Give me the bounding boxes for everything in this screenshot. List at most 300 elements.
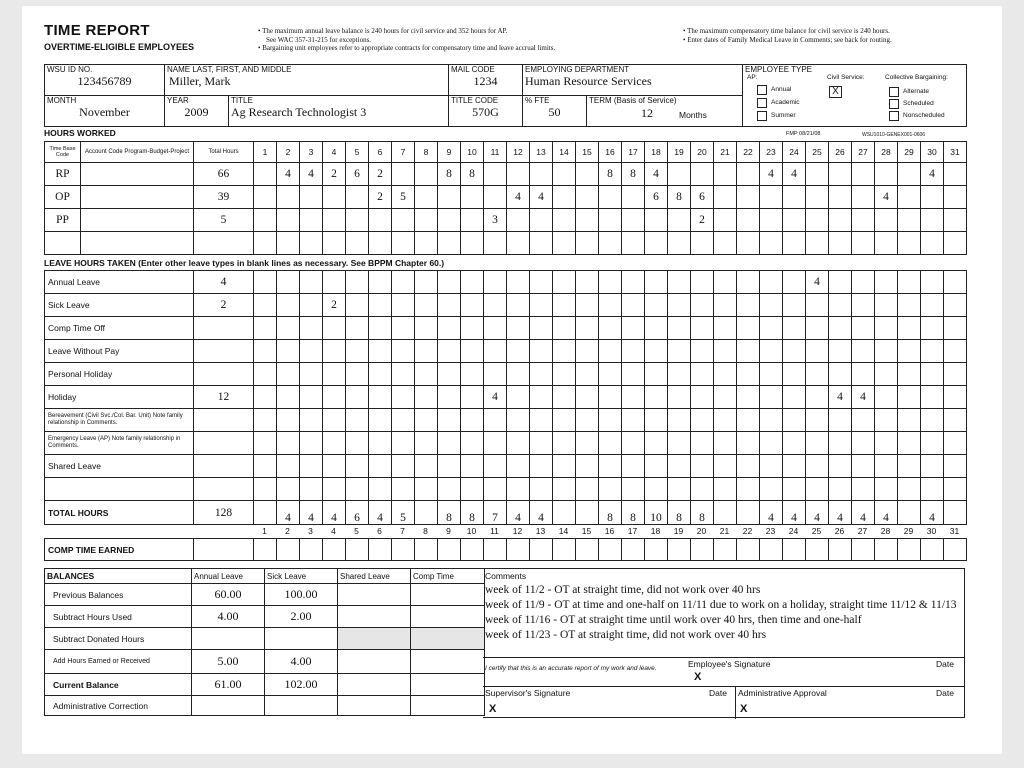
day-cell[interactable]	[300, 363, 323, 386]
day-cell[interactable]	[461, 232, 484, 255]
day-cell[interactable]	[300, 209, 323, 232]
day-cell[interactable]	[369, 409, 392, 432]
day-cell[interactable]	[622, 294, 645, 317]
row-total[interactable]: 66	[194, 163, 254, 186]
day-cell[interactable]	[576, 232, 599, 255]
day-cell[interactable]	[369, 209, 392, 232]
day-cell[interactable]	[829, 478, 852, 501]
day-cell[interactable]	[392, 363, 415, 386]
day-cell[interactable]	[369, 232, 392, 255]
time-base-code[interactable]: OP	[45, 186, 81, 209]
day-cell[interactable]	[645, 539, 668, 561]
day-cell[interactable]	[415, 232, 438, 255]
day-cell[interactable]	[323, 432, 346, 455]
day-cell[interactable]	[392, 432, 415, 455]
day-cell[interactable]	[714, 386, 737, 409]
day-cell[interactable]: 4	[530, 186, 553, 209]
day-cell[interactable]	[783, 186, 806, 209]
day-cell[interactable]	[714, 163, 737, 186]
day-total-cell[interactable]	[576, 501, 599, 525]
day-cell[interactable]	[645, 317, 668, 340]
day-cell[interactable]	[875, 409, 898, 432]
day-cell[interactable]	[254, 294, 277, 317]
day-total-cell[interactable]	[898, 501, 921, 525]
day-cell[interactable]	[806, 478, 829, 501]
day-cell[interactable]	[254, 478, 277, 501]
day-cell[interactable]	[530, 409, 553, 432]
day-cell[interactable]	[783, 363, 806, 386]
day-cell[interactable]	[852, 271, 875, 294]
day-cell[interactable]	[714, 432, 737, 455]
day-cell[interactable]: 2	[323, 163, 346, 186]
day-cell[interactable]	[806, 317, 829, 340]
leave-total[interactable]: 4	[194, 271, 254, 294]
day-cell[interactable]	[852, 363, 875, 386]
day-cell[interactable]	[691, 386, 714, 409]
day-cell[interactable]: 5	[392, 186, 415, 209]
day-cell[interactable]	[852, 340, 875, 363]
day-total-cell[interactable]: 5	[392, 501, 415, 525]
day-cell[interactable]	[300, 317, 323, 340]
day-cell[interactable]	[691, 163, 714, 186]
day-total-cell[interactable]: 8	[599, 501, 622, 525]
day-cell[interactable]	[576, 163, 599, 186]
day-cell[interactable]	[668, 163, 691, 186]
day-cell[interactable]	[829, 539, 852, 561]
day-cell[interactable]	[714, 478, 737, 501]
day-cell[interactable]	[599, 317, 622, 340]
day-cell[interactable]	[668, 363, 691, 386]
day-cell[interactable]	[760, 209, 783, 232]
day-cell[interactable]	[599, 209, 622, 232]
day-cell[interactable]: 4	[875, 186, 898, 209]
day-cell[interactable]	[599, 386, 622, 409]
day-cell[interactable]	[530, 478, 553, 501]
day-cell[interactable]	[484, 294, 507, 317]
day-cell[interactable]	[323, 455, 346, 478]
day-cell[interactable]	[346, 409, 369, 432]
day-cell[interactable]	[668, 317, 691, 340]
day-cell[interactable]	[438, 317, 461, 340]
day-cell[interactable]	[484, 163, 507, 186]
day-cell[interactable]	[599, 186, 622, 209]
day-cell[interactable]	[346, 271, 369, 294]
day-cell[interactable]	[829, 186, 852, 209]
day-cell[interactable]	[277, 340, 300, 363]
account-code[interactable]	[81, 163, 194, 186]
employee-signature-field[interactable]: X	[694, 671, 702, 683]
day-cell[interactable]	[714, 209, 737, 232]
day-cell[interactable]: 6	[645, 186, 668, 209]
day-cell[interactable]	[829, 340, 852, 363]
day-cell[interactable]	[323, 340, 346, 363]
day-cell[interactable]	[576, 455, 599, 478]
day-cell[interactable]	[944, 209, 967, 232]
day-cell[interactable]	[254, 340, 277, 363]
day-cell[interactable]	[875, 232, 898, 255]
day-cell[interactable]	[553, 432, 576, 455]
day-cell[interactable]	[484, 478, 507, 501]
day-cell[interactable]: 6	[691, 186, 714, 209]
day-cell[interactable]	[484, 455, 507, 478]
row-total[interactable]: 5	[194, 209, 254, 232]
day-cell[interactable]	[553, 317, 576, 340]
day-cell[interactable]	[599, 294, 622, 317]
day-cell[interactable]	[599, 409, 622, 432]
fte-value[interactable]: 50	[548, 105, 561, 119]
day-cell[interactable]	[668, 432, 691, 455]
day-cell[interactable]	[645, 363, 668, 386]
day-cell[interactable]	[507, 163, 530, 186]
day-cell[interactable]	[898, 317, 921, 340]
comments-text[interactable]: week of 11/2 - OT at straight time, did not work over 40 hrs week of 11/9 - OT at time and one-half on 11/11 due to work on a holiday, straight time 11/12 & 11/13 week of 11/16 - OT at straight time until work over 40 hrs, then time and one-half week of 11/23 - OT at straight time, did not work over 40 hrs	[485, 584, 957, 641]
day-cell[interactable]	[507, 294, 530, 317]
leave-total[interactable]	[194, 317, 254, 340]
day-cell[interactable]: 4	[783, 163, 806, 186]
day-total-cell[interactable]: 4	[921, 501, 944, 525]
day-cell[interactable]: 4	[806, 271, 829, 294]
day-cell[interactable]	[346, 340, 369, 363]
day-cell[interactable]	[806, 432, 829, 455]
day-total-cell[interactable]	[714, 501, 737, 525]
day-cell[interactable]	[461, 478, 484, 501]
day-total-cell[interactable]: 4	[829, 501, 852, 525]
day-cell[interactable]	[507, 539, 530, 561]
day-cell[interactable]	[530, 317, 553, 340]
leave-total[interactable]: 12	[194, 386, 254, 409]
day-cell[interactable]	[852, 232, 875, 255]
day-cell[interactable]	[461, 432, 484, 455]
day-cell[interactable]	[576, 409, 599, 432]
day-cell[interactable]	[553, 186, 576, 209]
day-cell[interactable]	[438, 232, 461, 255]
day-cell[interactable]	[714, 363, 737, 386]
day-cell[interactable]	[553, 363, 576, 386]
day-cell[interactable]	[783, 340, 806, 363]
day-cell[interactable]: 4	[852, 386, 875, 409]
day-cell[interactable]	[829, 409, 852, 432]
day-cell[interactable]	[254, 317, 277, 340]
day-cell[interactable]	[668, 209, 691, 232]
leave-total[interactable]	[194, 455, 254, 478]
day-cell[interactable]: 4	[300, 163, 323, 186]
day-cell[interactable]	[760, 294, 783, 317]
day-total-cell[interactable]	[737, 501, 760, 525]
day-cell[interactable]	[300, 340, 323, 363]
day-cell[interactable]: 8	[622, 163, 645, 186]
day-cell[interactable]	[875, 294, 898, 317]
day-total-cell[interactable]: 8	[668, 501, 691, 525]
day-cell[interactable]	[530, 363, 553, 386]
day-cell[interactable]	[484, 409, 507, 432]
day-cell[interactable]	[553, 455, 576, 478]
day-cell[interactable]	[921, 186, 944, 209]
grand-total[interactable]: 128	[194, 501, 254, 525]
summer-checkbox[interactable]	[757, 111, 767, 121]
day-cell[interactable]	[944, 386, 967, 409]
time-base-code[interactable]	[45, 232, 81, 255]
day-cell[interactable]	[691, 317, 714, 340]
day-cell[interactable]	[806, 340, 829, 363]
day-cell[interactable]	[760, 455, 783, 478]
day-cell[interactable]	[852, 478, 875, 501]
day-cell[interactable]	[484, 317, 507, 340]
day-cell[interactable]	[921, 455, 944, 478]
day-cell[interactable]	[691, 363, 714, 386]
day-total-cell[interactable]	[415, 501, 438, 525]
day-cell[interactable]	[277, 271, 300, 294]
day-cell[interactable]	[875, 432, 898, 455]
day-cell[interactable]	[346, 455, 369, 478]
day-total-cell[interactable]: 8	[691, 501, 714, 525]
day-cell[interactable]	[254, 363, 277, 386]
day-cell[interactable]	[576, 386, 599, 409]
day-cell[interactable]: 4	[760, 163, 783, 186]
day-cell[interactable]	[668, 455, 691, 478]
day-cell[interactable]	[829, 455, 852, 478]
day-cell[interactable]	[323, 539, 346, 561]
day-cell[interactable]	[553, 209, 576, 232]
day-cell[interactable]	[392, 294, 415, 317]
day-cell[interactable]	[691, 294, 714, 317]
day-cell[interactable]	[668, 232, 691, 255]
day-cell[interactable]	[415, 409, 438, 432]
day-cell[interactable]	[921, 539, 944, 561]
nonscheduled-checkbox[interactable]	[889, 111, 899, 121]
day-cell[interactable]	[438, 409, 461, 432]
day-cell[interactable]	[484, 432, 507, 455]
name-value[interactable]: Miller, Mark	[169, 74, 231, 88]
day-cell[interactable]	[323, 271, 346, 294]
day-cell[interactable]	[944, 163, 967, 186]
day-cell[interactable]	[760, 317, 783, 340]
day-cell[interactable]	[576, 271, 599, 294]
scheduled-checkbox[interactable]	[889, 99, 899, 109]
day-cell[interactable]	[783, 432, 806, 455]
day-cell[interactable]	[576, 209, 599, 232]
day-cell[interactable]	[277, 232, 300, 255]
day-cell[interactable]	[277, 478, 300, 501]
day-total-cell[interactable]	[553, 501, 576, 525]
time-base-code[interactable]: PP	[45, 209, 81, 232]
day-cell[interactable]	[553, 232, 576, 255]
day-cell[interactable]	[346, 209, 369, 232]
day-total-cell[interactable]: 10	[645, 501, 668, 525]
day-cell[interactable]	[691, 271, 714, 294]
day-cell[interactable]	[898, 186, 921, 209]
day-cell[interactable]	[599, 478, 622, 501]
day-cell[interactable]	[898, 432, 921, 455]
day-cell[interactable]	[530, 232, 553, 255]
day-cell[interactable]	[530, 386, 553, 409]
day-cell[interactable]	[875, 340, 898, 363]
day-cell[interactable]	[530, 432, 553, 455]
day-cell[interactable]	[369, 478, 392, 501]
day-cell[interactable]	[806, 232, 829, 255]
title-code-value[interactable]: 570G	[472, 105, 499, 119]
day-cell[interactable]	[392, 163, 415, 186]
year-value[interactable]: 2009	[184, 105, 209, 119]
day-cell[interactable]: 4	[829, 386, 852, 409]
day-cell[interactable]: 4	[484, 386, 507, 409]
day-cell[interactable]	[714, 539, 737, 561]
day-cell[interactable]	[898, 163, 921, 186]
day-cell[interactable]	[622, 478, 645, 501]
leave-total[interactable]	[194, 363, 254, 386]
day-cell[interactable]	[714, 294, 737, 317]
day-cell[interactable]	[898, 478, 921, 501]
day-cell[interactable]: 8	[599, 163, 622, 186]
day-cell[interactable]	[277, 409, 300, 432]
day-cell[interactable]	[898, 209, 921, 232]
day-cell[interactable]	[944, 539, 967, 561]
day-cell[interactable]	[438, 386, 461, 409]
department-value[interactable]: Human Resource Services	[525, 74, 652, 88]
day-cell[interactable]: 4	[507, 186, 530, 209]
day-cell[interactable]	[254, 232, 277, 255]
day-total-cell[interactable]: 4	[300, 501, 323, 525]
day-cell[interactable]	[691, 409, 714, 432]
day-cell[interactable]	[415, 539, 438, 561]
day-cell[interactable]	[645, 271, 668, 294]
day-total-cell[interactable]: 4	[852, 501, 875, 525]
day-cell[interactable]	[898, 232, 921, 255]
day-cell[interactable]: 8	[668, 186, 691, 209]
day-cell[interactable]	[415, 432, 438, 455]
day-cell[interactable]: 4	[921, 163, 944, 186]
day-cell[interactable]	[668, 340, 691, 363]
day-cell[interactable]	[369, 455, 392, 478]
day-cell[interactable]	[553, 409, 576, 432]
day-cell[interactable]	[921, 271, 944, 294]
day-cell[interactable]	[645, 340, 668, 363]
day-cell[interactable]	[760, 363, 783, 386]
day-cell[interactable]	[875, 271, 898, 294]
day-cell[interactable]	[346, 317, 369, 340]
day-cell[interactable]: 2	[691, 209, 714, 232]
day-cell[interactable]	[484, 271, 507, 294]
admin-approval-field[interactable]: X	[740, 703, 748, 715]
day-cell[interactable]	[760, 271, 783, 294]
day-cell[interactable]	[553, 478, 576, 501]
day-cell[interactable]	[737, 163, 760, 186]
day-cell[interactable]	[829, 163, 852, 186]
day-cell[interactable]	[507, 340, 530, 363]
day-cell[interactable]	[783, 294, 806, 317]
day-cell[interactable]	[737, 363, 760, 386]
day-cell[interactable]	[346, 186, 369, 209]
day-cell[interactable]	[737, 209, 760, 232]
day-cell[interactable]	[668, 271, 691, 294]
day-cell[interactable]	[622, 363, 645, 386]
day-cell[interactable]	[599, 432, 622, 455]
day-cell[interactable]	[254, 209, 277, 232]
day-cell[interactable]	[254, 455, 277, 478]
day-cell[interactable]	[875, 386, 898, 409]
day-cell[interactable]	[507, 271, 530, 294]
account-code[interactable]	[81, 209, 194, 232]
day-cell[interactable]	[369, 386, 392, 409]
day-cell[interactable]	[461, 539, 484, 561]
day-cell[interactable]	[921, 409, 944, 432]
day-cell[interactable]	[806, 363, 829, 386]
day-cell[interactable]	[921, 478, 944, 501]
day-cell[interactable]	[323, 386, 346, 409]
day-cell[interactable]	[829, 294, 852, 317]
day-cell[interactable]	[369, 363, 392, 386]
day-cell[interactable]	[277, 386, 300, 409]
day-cell[interactable]	[346, 294, 369, 317]
day-total-cell[interactable]	[254, 501, 277, 525]
day-cell[interactable]	[277, 209, 300, 232]
day-cell[interactable]	[737, 478, 760, 501]
day-cell[interactable]	[622, 186, 645, 209]
day-cell[interactable]	[438, 186, 461, 209]
day-total-cell[interactable]: 8	[461, 501, 484, 525]
day-cell[interactable]	[277, 455, 300, 478]
day-cell[interactable]	[622, 340, 645, 363]
day-cell[interactable]	[576, 478, 599, 501]
day-cell[interactable]	[737, 317, 760, 340]
day-cell[interactable]	[944, 363, 967, 386]
day-cell[interactable]	[944, 317, 967, 340]
day-cell[interactable]	[645, 409, 668, 432]
day-cell[interactable]	[300, 386, 323, 409]
day-cell[interactable]	[783, 232, 806, 255]
row-total[interactable]	[194, 232, 254, 255]
day-cell[interactable]	[622, 409, 645, 432]
day-cell[interactable]	[714, 317, 737, 340]
day-cell[interactable]	[645, 432, 668, 455]
day-cell[interactable]	[760, 432, 783, 455]
day-cell[interactable]	[737, 432, 760, 455]
day-cell[interactable]	[852, 163, 875, 186]
day-cell[interactable]	[415, 186, 438, 209]
day-cell[interactable]: 2	[369, 186, 392, 209]
day-cell[interactable]	[415, 294, 438, 317]
day-cell[interactable]	[254, 409, 277, 432]
day-cell[interactable]	[277, 432, 300, 455]
day-cell[interactable]	[461, 294, 484, 317]
day-cell[interactable]: 3	[484, 209, 507, 232]
day-cell[interactable]	[622, 455, 645, 478]
day-cell[interactable]	[714, 455, 737, 478]
day-cell[interactable]	[645, 455, 668, 478]
day-cell[interactable]	[369, 539, 392, 561]
day-cell[interactable]: 8	[438, 163, 461, 186]
day-cell[interactable]	[806, 539, 829, 561]
day-cell[interactable]	[806, 455, 829, 478]
day-cell[interactable]	[622, 209, 645, 232]
day-cell[interactable]	[300, 294, 323, 317]
day-cell[interactable]	[691, 455, 714, 478]
day-cell[interactable]	[599, 363, 622, 386]
day-cell[interactable]	[300, 539, 323, 561]
day-total-cell[interactable]: 8	[438, 501, 461, 525]
day-cell[interactable]	[369, 340, 392, 363]
day-cell[interactable]	[622, 539, 645, 561]
day-cell[interactable]	[737, 232, 760, 255]
day-cell[interactable]	[415, 386, 438, 409]
day-cell[interactable]	[277, 363, 300, 386]
day-cell[interactable]	[737, 271, 760, 294]
day-cell[interactable]	[438, 432, 461, 455]
day-cell[interactable]	[553, 294, 576, 317]
day-cell[interactable]	[737, 386, 760, 409]
day-cell[interactable]	[484, 340, 507, 363]
account-code[interactable]	[81, 232, 194, 255]
day-cell[interactable]	[875, 539, 898, 561]
